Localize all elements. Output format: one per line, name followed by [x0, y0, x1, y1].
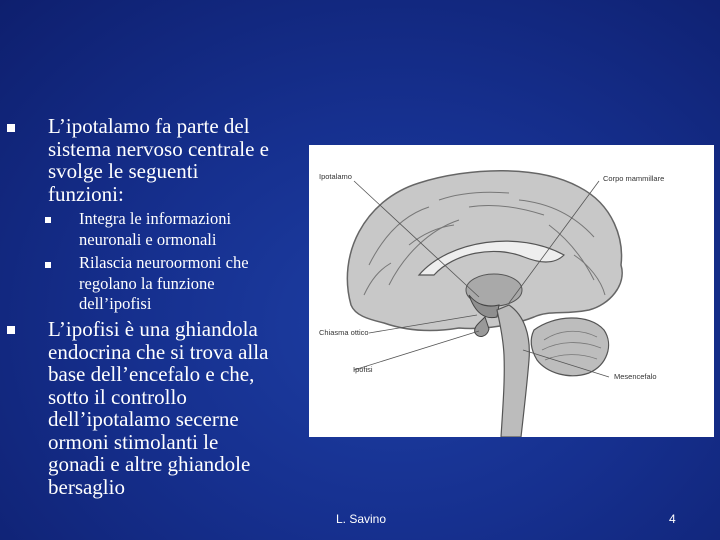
text-line: Rilascia neuroormoni che: [79, 253, 249, 272]
page-number: 4: [669, 512, 676, 526]
text-line: ormoni stimolanti le: [48, 429, 219, 454]
bullet-marker: [7, 326, 15, 334]
text-line: Integra le informazioni: [79, 209, 232, 228]
label-chiasma-ottico: Chiasma ottico: [319, 328, 369, 337]
bullet-marker: [7, 124, 15, 132]
text-line: neuronali e ormonali: [79, 229, 217, 249]
text-line: L’ipotalamo fa parte del: [48, 114, 250, 138]
label-ipotalamo: Ipotalamo: [319, 172, 352, 181]
sub-bullet-marker: [45, 217, 51, 223]
text-line: gonadi e altre ghiandole: [48, 452, 251, 476]
sub-bullet-marker: [45, 262, 51, 268]
footer-author: L. Savino: [336, 512, 387, 526]
text-line: endocrina che si trova alla: [48, 339, 269, 364]
bullet-2-text: [48, 318, 268, 498]
label-ipofisi: Ipofisi: [353, 365, 373, 374]
text-line: svolge le seguenti: [48, 159, 199, 183]
sub-bullet-1-text: [79, 209, 231, 250]
text-line: funzioni:: [48, 181, 124, 206]
text-line: bersaglio: [48, 474, 125, 499]
brain-sagittal-figure: [309, 145, 714, 437]
text-line: dell’ipofisi: [79, 294, 152, 313]
sub-bullet-2-text: [79, 253, 249, 315]
label-mesencefalo: Mesencefalo: [614, 372, 657, 381]
text-line: sistema nervoso centrale e: [48, 136, 269, 161]
text-line: L’ipofisi è una ghiandola: [48, 317, 258, 341]
label-corpo-mammillare: Corpo mammillare: [603, 174, 665, 183]
text-line: dell’ipotalamo secerne: [48, 407, 239, 431]
text-line: base dell’encefalo e che,: [48, 362, 255, 386]
bullet-1-text: [48, 115, 269, 205]
brainstem-shape: [497, 305, 529, 437]
text-line: regolano la funzione: [79, 273, 215, 293]
text-line: sotto il controllo: [48, 384, 187, 409]
brain-illustration: [309, 145, 714, 437]
